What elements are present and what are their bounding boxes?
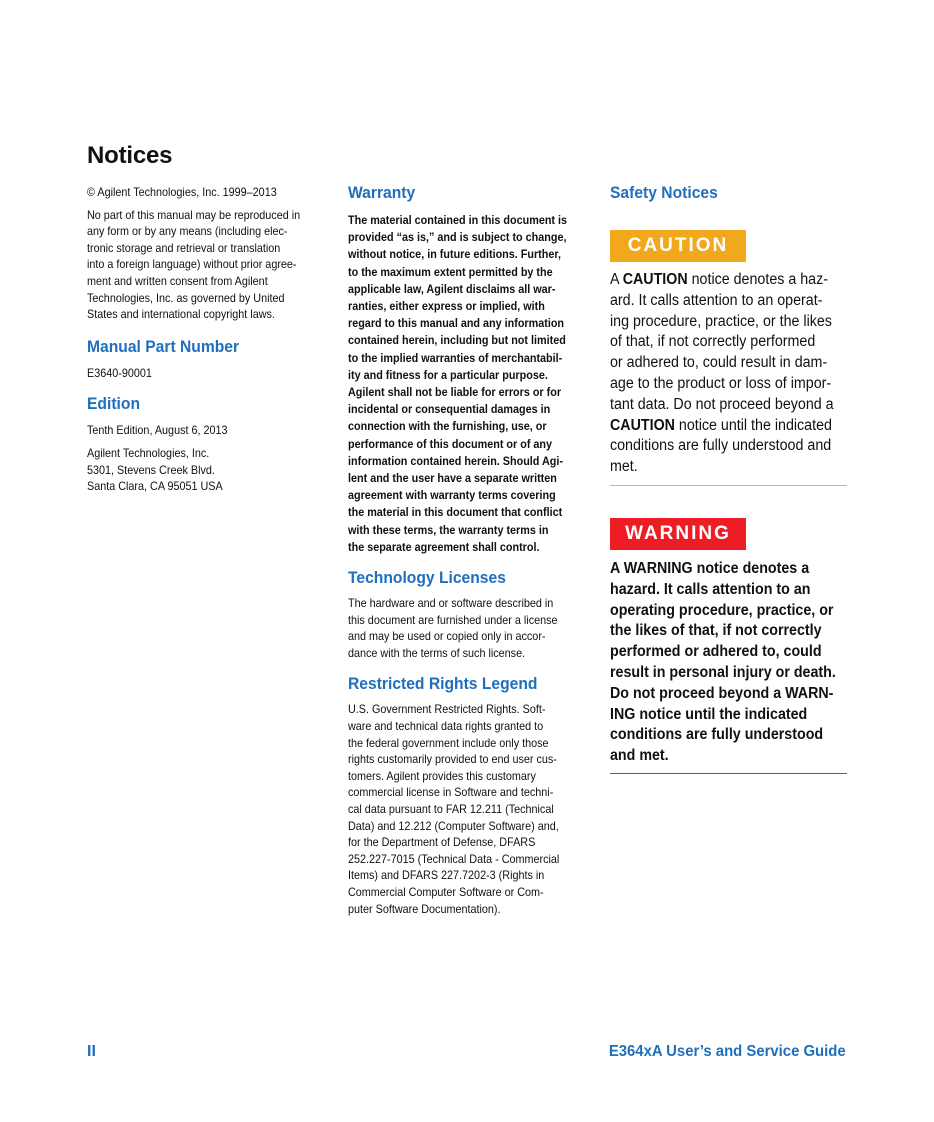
- technology-licenses-heading: Technology Licenses: [348, 568, 506, 588]
- text-line: provided “as is,” and is subject to change,: [348, 230, 567, 245]
- page-title: Notices: [87, 142, 173, 169]
- right-column: [610, 182, 848, 774]
- text-line: hazard. It calls attention to an: [610, 580, 811, 598]
- guide-title: E364xA User’s and Service Guide: [609, 1043, 846, 1060]
- text-line: to the maximum extent permitted by the: [348, 264, 553, 279]
- text-line: this document are furnished under a license: [348, 612, 558, 627]
- text-line: the separate agreement shall control.: [348, 539, 540, 554]
- company-address: [87, 445, 325, 495]
- technology-licenses-text: [348, 595, 584, 661]
- copyright-line: © Agilent Technologies, Inc. 1999–2013: [87, 185, 277, 199]
- text-line: ING notice until the indicated: [610, 705, 808, 723]
- text-line: States and international copyright laws.: [87, 307, 275, 322]
- text-line: agreement with warranty terms covering: [348, 488, 556, 503]
- text-segment: met.: [610, 458, 638, 476]
- text-line: the federal government include only those: [348, 735, 549, 750]
- text-line: Data) and 12.212 (Computer Software) and,: [348, 818, 559, 833]
- warning-divider: [610, 773, 847, 774]
- text-line: Agilent Technologies, Inc.: [87, 445, 210, 460]
- text-segment: ing procedure, practice, or the likes: [610, 312, 832, 330]
- text-segment: age to the product or loss of impor-: [610, 374, 832, 392]
- emphasis-text: CAUTION: [610, 416, 675, 434]
- text-segment: ard. It calls attention to an operat-: [610, 291, 823, 309]
- text-line: connection with the furnishing, use, or: [348, 419, 547, 434]
- text-line: information contained herein. Should Agi-: [348, 453, 564, 468]
- text-line: rights customarily provided to end user cus-: [348, 752, 557, 767]
- text-line: tronic storage and retrieval or translation: [87, 240, 281, 255]
- text-line: incidental or consequential damages in: [348, 402, 551, 417]
- text-line: ranties, either express or implied, with: [348, 299, 545, 314]
- text-line: regard to this manual and any information: [348, 316, 565, 331]
- text-line: for the Department of Defense, DFARS: [348, 835, 536, 850]
- text-segment: notice until the indicated: [674, 416, 832, 434]
- text-line: Santa Clara, CA 95051 USA: [87, 479, 223, 494]
- warning-text: [610, 559, 849, 767]
- text-line: Agilent shall not be liable for errors or for: [348, 385, 562, 400]
- text-line: Commercial Computer Software or Com-: [348, 884, 544, 899]
- safety-notices-heading: Safety Notices: [610, 183, 718, 202]
- text-line: dance with the terms of such license.: [348, 645, 526, 660]
- text-line: result in personal injury or death.: [610, 663, 836, 681]
- edition-heading: Edition: [87, 394, 141, 414]
- text-line: Do not proceed beyond a WARN-: [610, 684, 834, 702]
- text-line: tomers. Agilent provides this customary: [348, 768, 536, 783]
- text-line: The hardware and or software described in: [348, 596, 554, 611]
- text-line: to the implied warranties of merchantabil-: [348, 350, 563, 365]
- manual-part-number-heading: Manual Part Number: [87, 336, 240, 356]
- manual-part-number: E3640-90001: [87, 365, 152, 380]
- text-line: A WARNING notice denotes a: [610, 559, 810, 577]
- text-line: Items) and DFARS 227.7202-3 (Rights in: [348, 868, 545, 883]
- text-line: lent and the user have a separate written: [348, 471, 557, 486]
- text-line: performed or adhered to, could: [610, 643, 822, 661]
- text-segment: A: [610, 271, 623, 288]
- text-segment: of that, if not correctly performed: [610, 333, 816, 351]
- page-number: II: [87, 1043, 96, 1060]
- text-line: any form or by any means (including elec-: [87, 224, 288, 239]
- edition-text: Tenth Edition, August 6, 2013: [87, 423, 228, 438]
- text-line: conditions are fully understood: [610, 726, 824, 744]
- text-line: performance of this document or of any: [348, 436, 553, 451]
- text-line: and met.: [610, 747, 669, 765]
- text-line: The material contained in this document is: [348, 213, 568, 227]
- restricted-rights-text: [348, 701, 584, 917]
- text-line: cal data pursuant to FAR 12.211 (Technical: [348, 802, 554, 816]
- text-line: ware and technical data rights granted to: [348, 719, 544, 734]
- caution-divider: [610, 485, 847, 486]
- text-segment: notice denotes a haz-: [687, 271, 828, 288]
- text-line: U.S. Government Restricted Rights. Soft-: [348, 702, 546, 717]
- emphasis-text: CAUTION: [622, 271, 688, 288]
- text-line: puter Software Documentation).: [348, 901, 501, 916]
- text-line: without notice, in future editions. Further,: [348, 247, 562, 262]
- text-line: and may be used or copied only in accor-: [348, 629, 546, 644]
- text-segment: conditions are fully understood and: [610, 437, 832, 455]
- text-line: 252.227-7015 (Technical Data - Commercial: [348, 851, 560, 866]
- warning-block: [610, 518, 848, 774]
- text-segment: or adhered to, could result in dam-: [610, 354, 828, 372]
- text-line: ity and fitness for a particular purpose.: [348, 367, 548, 382]
- text-line: operating procedure, practice, or: [610, 601, 834, 619]
- text-line: No part of this manual may be reproduced in: [87, 207, 301, 222]
- left-column: [87, 182, 325, 495]
- text-line: with these terms, the warranty terms in: [348, 522, 549, 537]
- caution-badge: CAUTION: [610, 230, 746, 262]
- warning-badge: WARNING: [610, 518, 746, 550]
- text-line: the likes of that, if not correctly: [610, 622, 822, 640]
- text-line: ment and written consent from Agilent: [87, 273, 268, 288]
- caution-block: [610, 230, 848, 486]
- caution-text: [610, 270, 849, 478]
- text-line: contained herein, including but not limited: [348, 333, 566, 348]
- copyright-notice: [87, 207, 325, 323]
- text-line: Technologies, Inc. as governed by United: [87, 290, 285, 305]
- warranty-heading: Warranty: [348, 183, 416, 202]
- text-line: into a foreign language) without prior agree-: [87, 257, 297, 272]
- text-segment: tant data. Do not proceed beyond a: [610, 395, 834, 413]
- text-line: commercial license in Software and techni-: [348, 785, 554, 800]
- text-line: applicable law, Agilent disclaims all war-: [348, 281, 556, 296]
- restricted-rights-heading: Restricted Rights Legend: [348, 674, 538, 694]
- middle-column: [348, 182, 584, 917]
- text-line: the material in this document that conflict: [348, 505, 563, 520]
- warranty-text: [348, 212, 584, 556]
- text-line: 5301, Stevens Creek Blvd.: [87, 462, 215, 477]
